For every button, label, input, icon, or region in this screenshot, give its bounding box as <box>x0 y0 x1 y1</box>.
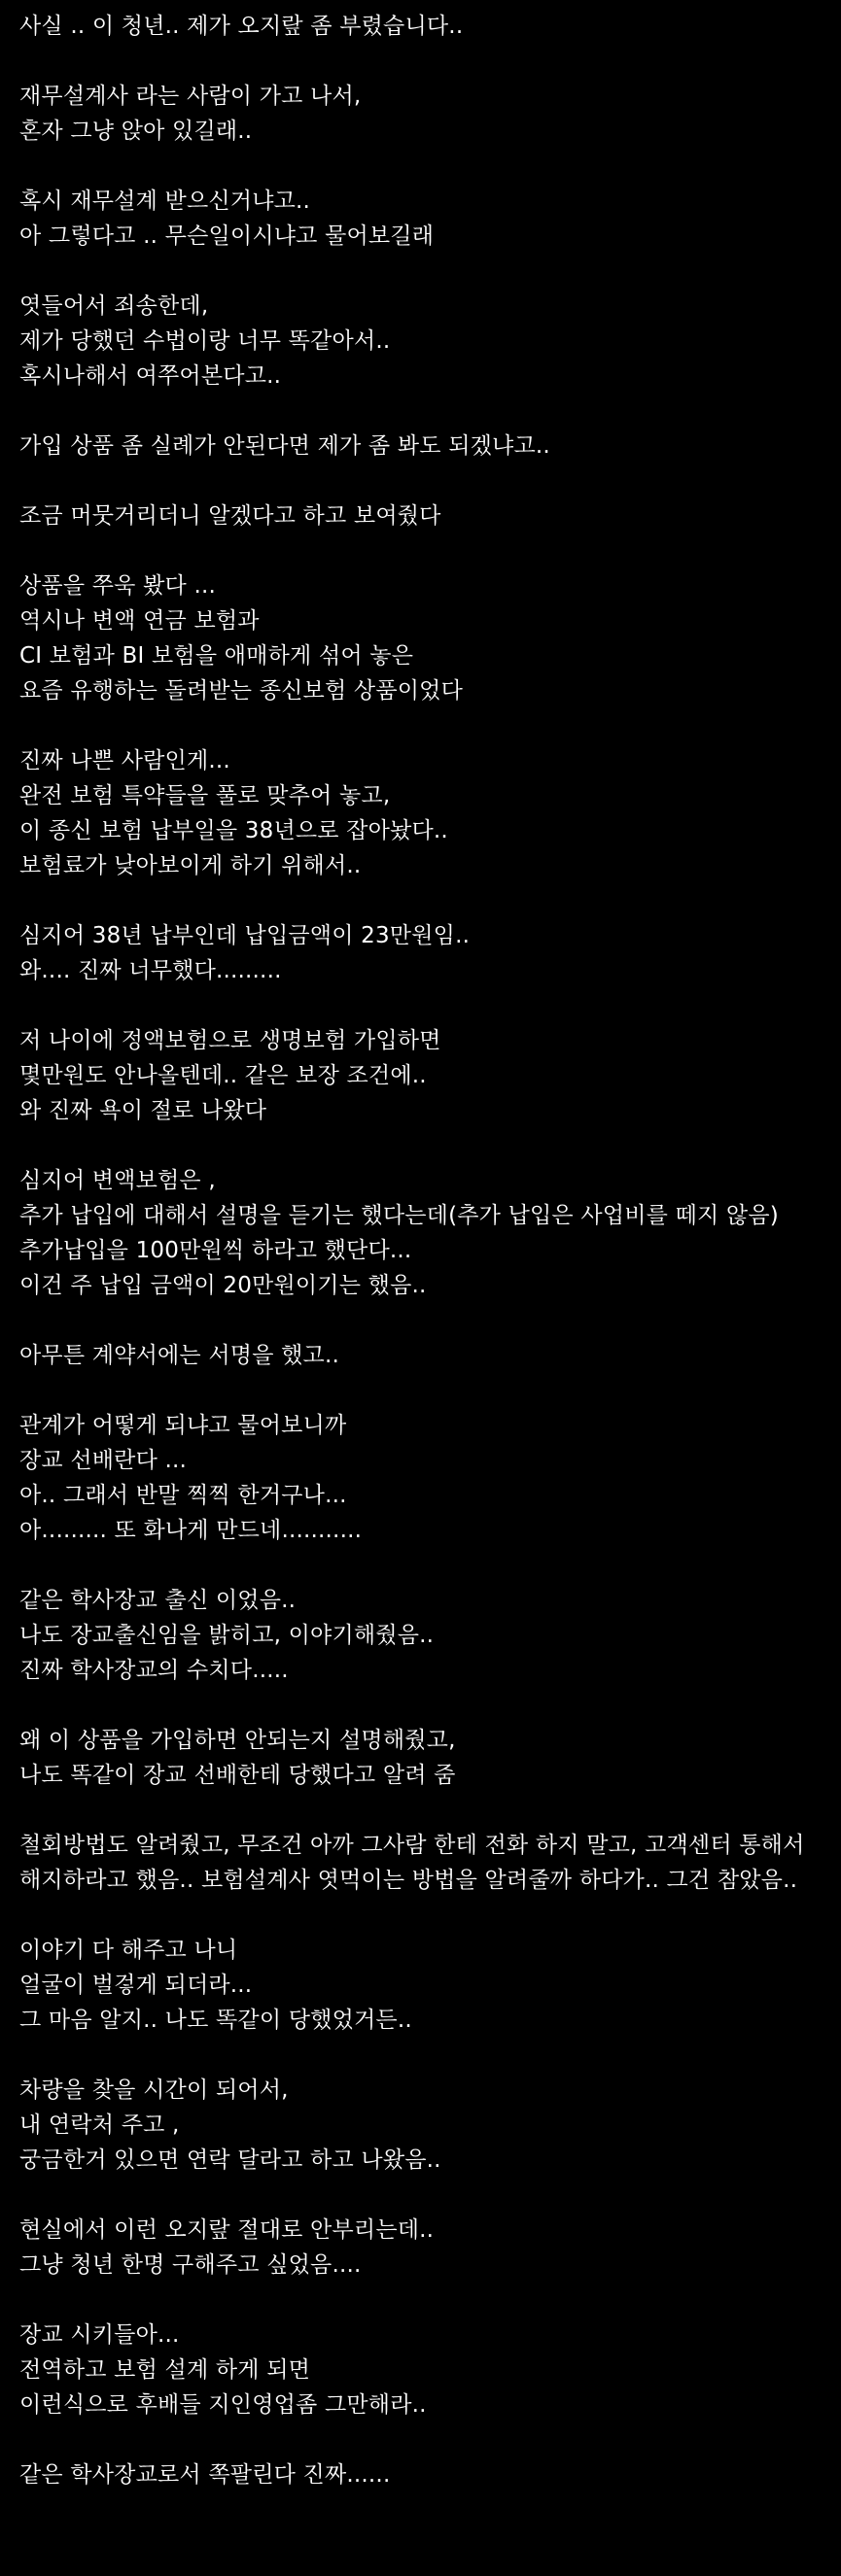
text-line: 내 연락처 주고 , <box>19 2112 180 2138</box>
paragraph <box>19 289 823 394</box>
text-line: 왜 이 상품을 가입하면 안되는지 설명해줬고, <box>19 1728 456 1753</box>
text-line: 나도 똑같이 장교 선배한테 당했다고 알려 줌 <box>19 1763 456 1788</box>
text-line: 조금 머뭇거리더니 알겠다고 하고 보여줬다 <box>19 503 441 529</box>
paragraph <box>19 1023 823 1128</box>
text-line: 와 진짜 욕이 절로 나왔다 <box>19 1098 267 1123</box>
paragraph <box>19 1828 823 1898</box>
text-line: 나도 장교출신임을 밝히고, 이야기해줬음.. <box>19 1623 435 1648</box>
text-line: 심지어 38년 납부인데 납입금액이 23만원임.. <box>19 923 471 948</box>
text-line: 진짜 학사장교의 수치다..... <box>19 1658 289 1683</box>
text-line: 철회방법도 알려줬고, 무조건 아까 그사람 한테 전화 하지 말고, 고객센터 통해서 해지하라고 했음.. 보험설계사 엿먹이는 방법을 알려줄까 하다가.. 그건 참았음.. <box>19 1833 813 1893</box>
text-line: 같은 학사장교 출신 이었음.. <box>19 1588 297 1613</box>
text-line: 아 그렇다고 .. 무슨일이시냐고 물어보길래 <box>19 223 435 249</box>
text-line: 엿들어서 죄송한데, <box>19 293 209 319</box>
text-line: 차량을 찾을 시간이 되어서, <box>19 2078 289 2103</box>
text-line: 추가 납입에 대해서 설명을 듣기는 했다는데(추가 납입은 사업비를 떼지 않음) <box>19 1203 779 1228</box>
text-line: 아......... 또 화나게 만드네........... <box>19 1518 363 1543</box>
text-line: 그 마음 알지.. 나도 똑같이 당했었거든.. <box>19 2008 412 2033</box>
text-line: 몇만원도 안나올텐데.. 같은 보장 조건에.. <box>19 1063 427 1088</box>
paragraph <box>19 1723 823 1793</box>
text-line: 장교 시키들아... <box>19 2322 180 2348</box>
text-line: 혹시 재무설계 받으신거냐고.. <box>19 189 311 214</box>
paragraph <box>19 568 823 708</box>
text-line: 완전 보험 특약들을 풀로 맞추어 놓고, <box>19 783 391 808</box>
text-line: 이 종신 보험 납부일을 38년으로 잡아놨다.. <box>19 818 448 843</box>
paragraph <box>19 2073 823 2178</box>
text-line: 아.. 그래서 반말 찍찍 한거구나... <box>19 1483 347 1508</box>
text-line: 혹시나해서 여쭈어본다고.. <box>19 363 282 389</box>
text-line: 혼자 그냥 앉아 있길래.. <box>19 119 253 144</box>
text-line: 궁금한거 있으면 연락 달라고 하고 나왔음.. <box>19 2147 441 2173</box>
paragraph <box>19 2213 823 2283</box>
text-line: 요즘 유행하는 돌려받는 종신보험 상품이었다 <box>19 678 463 704</box>
text-line: 추가납입을 100만원씩 하라고 했단다... <box>19 1238 412 1263</box>
text-line: 전역하고 보험 설계 하게 되면 <box>19 2357 311 2383</box>
text-line: 같은 학사장교로서 쪽팔린다 진짜...... <box>19 2462 391 2488</box>
paragraph <box>19 1583 823 1688</box>
text-line: 저 나이에 정액보험으로 생명보험 가입하면 <box>19 1028 441 1053</box>
paragraph <box>19 2318 823 2422</box>
paragraph <box>19 498 823 533</box>
paragraph <box>19 9 823 44</box>
text-line: 그냥 청년 한명 구해주고 싶었음.... <box>19 2252 362 2278</box>
text-line: 얼굴이 벌겋게 되더라... <box>19 1973 253 1998</box>
paragraph <box>19 2457 823 2492</box>
paragraph <box>19 79 823 149</box>
paragraph <box>19 1408 823 1548</box>
paragraph <box>19 743 823 883</box>
text-line: 상품을 쭈욱 봤다 ... <box>19 573 216 599</box>
text-line: 역시나 변액 연금 보험과 <box>19 608 260 634</box>
paragraph <box>19 1163 823 1303</box>
text-line: 와.... 진짜 너무했다......... <box>19 958 282 983</box>
paragraph <box>19 429 823 464</box>
text-line: 재무설계사 라는 사람이 가고 나서, <box>19 84 362 109</box>
text-line: 이런식으로 후배들 지인영업좀 그만해라.. <box>19 2392 427 2418</box>
text-line: 장교 선배란다 ... <box>19 1448 188 1473</box>
text-line: 심지어 변액보험은 , <box>19 1168 216 1193</box>
text-line: CI 보험과 BI 보험을 애매하게 섞어 놓은 <box>19 643 414 669</box>
paragraph <box>19 1933 823 2038</box>
text-line: 현실에서 이런 오지랖 절대로 안부리는데.. <box>19 2217 435 2243</box>
text-line: 이건 주 납입 금액이 20만원이기는 했음.. <box>19 1273 427 1298</box>
text-line: 이야기 다 해주고 나니 <box>19 1938 238 1963</box>
text-line: 아무튼 계약서에는 서명을 했고.. <box>19 1343 339 1368</box>
text-line: 가입 상품 좀 실례가 안된다면 제가 좀 봐도 되겠냐고.. <box>19 433 550 459</box>
text-line: 진짜 나쁜 사람인게... <box>19 748 230 773</box>
text-line: 보험료가 낮아보이게 하기 위해서.. <box>19 853 362 878</box>
text-line: 관계가 어떻게 되냐고 물어보니까 <box>19 1413 347 1438</box>
text-line: 사실 .. 이 청년.. 제가 오지랖 좀 부렸습니다.. <box>19 14 464 39</box>
text-line: 제가 당했던 수법이랑 너무 똑같아서.. <box>19 328 391 354</box>
paragraph <box>19 918 823 988</box>
paragraph <box>19 1338 823 1373</box>
paragraph <box>19 184 823 254</box>
